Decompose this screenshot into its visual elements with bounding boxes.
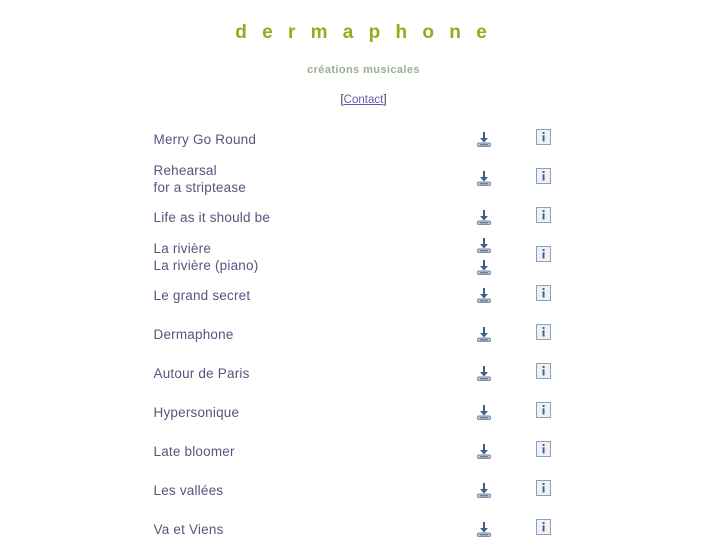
download-cell[interactable] bbox=[454, 315, 514, 354]
info-cell[interactable] bbox=[514, 471, 574, 510]
table-row bbox=[154, 237, 574, 276]
track-title-line: for a striptease bbox=[153, 179, 246, 195]
download-icon[interactable] bbox=[476, 443, 492, 460]
download-stack bbox=[454, 482, 514, 499]
download-icon[interactable] bbox=[476, 482, 492, 499]
track-title bbox=[154, 159, 454, 198]
bracket-close: ] bbox=[383, 94, 387, 106]
page-title: d e r m a p h o n e bbox=[235, 22, 492, 43]
table-row bbox=[154, 510, 574, 549]
download-icon[interactable] bbox=[476, 170, 492, 187]
track-title-line: Autour de Paris bbox=[153, 366, 250, 381]
download-stack bbox=[454, 521, 514, 538]
info-icon[interactable] bbox=[536, 168, 551, 184]
info-cell[interactable] bbox=[514, 237, 574, 276]
track-title-line: Les vallées bbox=[153, 483, 224, 498]
track-title bbox=[154, 432, 454, 471]
table-row bbox=[154, 159, 574, 198]
table-row bbox=[154, 276, 574, 315]
track-title bbox=[154, 393, 454, 432]
info-cell[interactable] bbox=[514, 276, 574, 315]
download-icon[interactable] bbox=[476, 404, 492, 421]
track-title bbox=[154, 354, 454, 393]
track-title-line: Merry Go Round bbox=[153, 132, 257, 147]
download-stack bbox=[454, 209, 514, 226]
track-title-line: Va et Viens bbox=[153, 522, 224, 537]
download-icon[interactable] bbox=[476, 259, 492, 276]
download-cell[interactable] bbox=[454, 471, 514, 510]
download-icon[interactable] bbox=[476, 131, 492, 148]
track-list bbox=[154, 120, 574, 549]
track-title-line: Rehearsal bbox=[153, 162, 217, 178]
track-title-line: La rivière bbox=[153, 240, 212, 256]
download-stack bbox=[454, 237, 514, 276]
track-title bbox=[154, 276, 454, 315]
info-cell[interactable] bbox=[514, 354, 574, 393]
info-cell[interactable] bbox=[514, 120, 574, 159]
info-icon[interactable] bbox=[536, 207, 551, 223]
track-title-line: Life as it should be bbox=[153, 210, 271, 225]
download-stack bbox=[454, 443, 514, 460]
info-cell[interactable] bbox=[514, 198, 574, 237]
table-row bbox=[154, 120, 574, 159]
download-cell[interactable] bbox=[454, 354, 514, 393]
download-cell[interactable] bbox=[454, 393, 514, 432]
track-title-line: Late bloomer bbox=[153, 444, 235, 459]
download-icon[interactable] bbox=[476, 287, 492, 304]
track-title bbox=[154, 237, 454, 276]
info-cell[interactable] bbox=[514, 393, 574, 432]
table-row bbox=[154, 315, 574, 354]
download-icon[interactable] bbox=[476, 365, 492, 382]
download-stack bbox=[454, 365, 514, 382]
download-cell[interactable] bbox=[454, 198, 514, 237]
download-icon[interactable] bbox=[476, 209, 492, 226]
info-cell[interactable] bbox=[514, 432, 574, 471]
info-icon[interactable] bbox=[536, 129, 551, 145]
download-stack bbox=[454, 170, 514, 187]
track-title-line: La rivière (piano) bbox=[153, 257, 259, 273]
info-icon[interactable] bbox=[536, 480, 551, 496]
download-stack bbox=[454, 404, 514, 421]
track-title-line: Le grand secret bbox=[153, 288, 251, 303]
download-cell[interactable] bbox=[454, 432, 514, 471]
site-tagline: créations musicales bbox=[307, 64, 420, 76]
info-icon[interactable] bbox=[536, 363, 551, 379]
info-icon[interactable] bbox=[536, 441, 551, 457]
download-icon[interactable] bbox=[476, 237, 492, 254]
info-icon[interactable] bbox=[536, 246, 551, 262]
table-row bbox=[154, 354, 574, 393]
info-icon[interactable] bbox=[536, 324, 551, 340]
track-title-line: Hypersonique bbox=[153, 405, 240, 420]
table-row bbox=[154, 393, 574, 432]
download-cell[interactable] bbox=[454, 237, 514, 276]
download-cell[interactable] bbox=[454, 159, 514, 198]
info-icon[interactable] bbox=[536, 519, 551, 535]
contact-link[interactable]: Contact bbox=[343, 94, 384, 106]
download-cell[interactable] bbox=[454, 510, 514, 549]
track-title bbox=[154, 510, 454, 549]
track-title bbox=[154, 120, 454, 159]
track-title bbox=[154, 315, 454, 354]
track-title bbox=[154, 471, 454, 510]
table-row bbox=[154, 471, 574, 510]
download-stack bbox=[454, 326, 514, 343]
download-stack bbox=[454, 287, 514, 304]
info-icon[interactable] bbox=[536, 402, 551, 418]
info-cell[interactable] bbox=[514, 510, 574, 549]
info-cell[interactable] bbox=[514, 315, 574, 354]
download-icon[interactable] bbox=[476, 521, 492, 538]
track-title-line: Dermaphone bbox=[153, 327, 234, 342]
download-icon[interactable] bbox=[476, 326, 492, 343]
bracket-open: [ bbox=[340, 94, 344, 106]
table-row bbox=[154, 198, 574, 237]
download-stack bbox=[454, 131, 514, 148]
track-title bbox=[154, 198, 454, 237]
info-icon[interactable] bbox=[536, 285, 551, 301]
info-cell[interactable] bbox=[514, 159, 574, 198]
table-row bbox=[154, 432, 574, 471]
download-cell[interactable] bbox=[454, 120, 514, 159]
download-cell[interactable] bbox=[454, 276, 514, 315]
contact-line bbox=[0, 94, 727, 106]
